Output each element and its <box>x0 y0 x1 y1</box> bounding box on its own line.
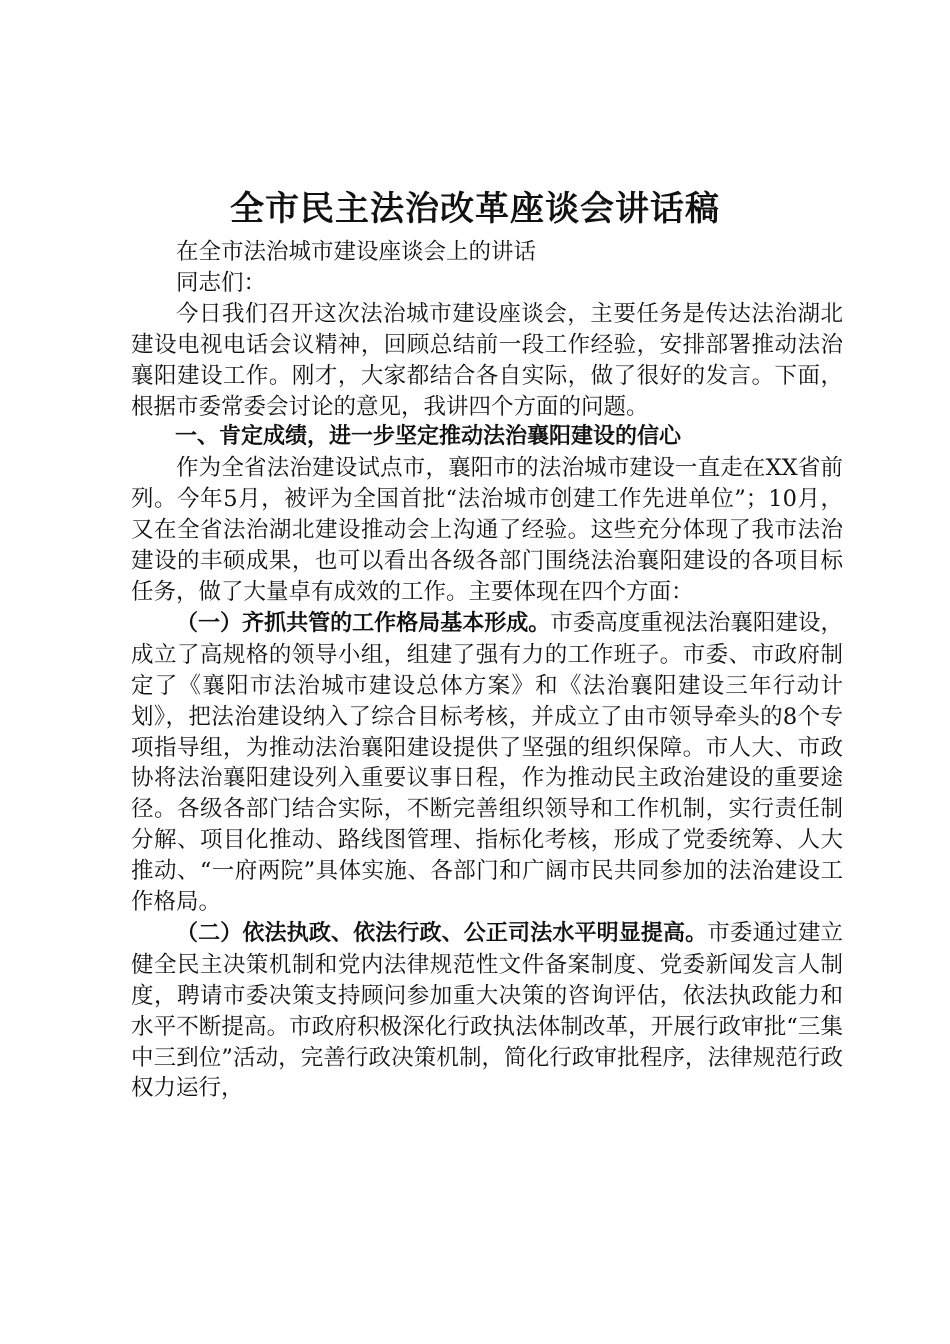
section1-intro-paragraph: 作为全省法治建设试点市，襄阳市的法治城市建设一直走在XX省前列。今年5月，被评为全国首批“法治城市创建工作先进单位”；10月，又在全省法治湖北建设推动会上沟通了经验。这些充分体现了我市法治建设的丰硕成果，也可以看出各级各部门围绕法治襄阳建设的各项目标任务，做了大量卓有成效的工作。主要体现在四个方面： <box>131 455 843 605</box>
point-1-paragraph <box>131 608 843 918</box>
point-2-lead: （二）依法执政、依法行政、公正司法水平明显提高。 <box>176 920 708 946</box>
document-title: 全市民主法治改革座谈会讲话稿 <box>230 189 720 229</box>
point-2-paragraph <box>131 918 843 1104</box>
section-heading-1: 一、肯定成绩，进一步坚定推动法治襄阳建设的信心 <box>175 424 682 450</box>
point-1-text: 市委高度重视法治襄阳建设，成立了高规格的领导小组，组建了强有力的工作班子。市委、市政府制定了《襄阳市法治城市建设总体方案》和《法治襄阳建设三年行动计划》，把法治建设纳入了综合目标考核，并成立了由市领导牵头的8个专项指导组，为推动法治襄阳建设提供了坚强的组织保障。市人大、市政协将法治襄阳建设列入重要议事日程，作为推动民主政治建设的重要途径。各级各部门结合实际，不断完善组织领导和工作机制，实行责任制分解、项目化推动、路线图管理、指标化考核，形成了党委统筹、人大推动、“一府两院”具体实施、各部门和广阔市民共同参加的法治建设工作格局。 <box>131 609 843 916</box>
salutation: 同志们： <box>176 269 267 296</box>
point-2-text: 市委通过建立健全民主决策机制和党内法律规范性文件备案制度、党委新闻发言人制度，聘请市委决策支持顾问参加重大决策的咨询评估，依法执政能力和水平不断提高。市政府积极深化行政执法体制改革，开展行政审批“三集中三到位”活动，完善行政决策机制，简化行政审批程序，法律规范行政权力运行， <box>131 919 843 1102</box>
document-body <box>131 237 843 1104</box>
subtitle: 在全市法治城市建设座谈会上的讲话 <box>176 239 537 265</box>
intro-paragraph: 今日我们召开这次法治城市建设座谈会，主要任务是传达法治湖北建设电视电话会议精神，回顾总结前一段工作经验，安排部署推动法治襄阳建设工作。刚才，大家都结合各自实际，做了很好的发言。下面，根据市委常委会讨论的意见，我讲四个方面的问题。 <box>131 300 843 420</box>
point-1-lead: （一）齐抓共管的工作格局基本形成。 <box>176 610 551 636</box>
